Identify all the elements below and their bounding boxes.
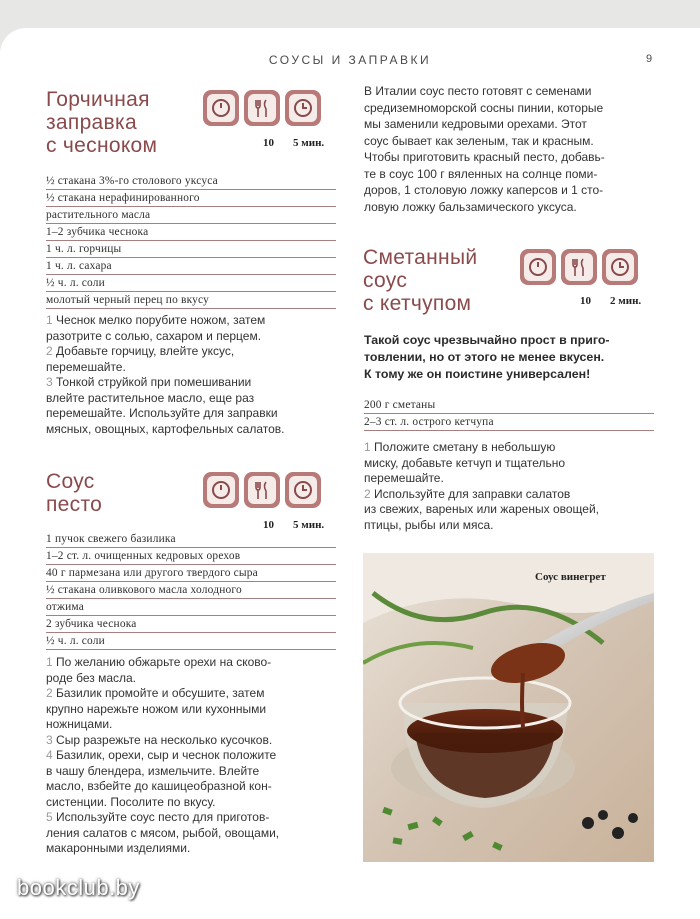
ingredient-item: растительного масла — [46, 207, 336, 224]
step-text: перемешайте. — [364, 471, 444, 485]
step-number: 4 — [46, 748, 53, 762]
cook-time: 5 мин. — [293, 519, 325, 531]
sauce-photo-illustration — [363, 553, 654, 862]
ingredient-item: 200 г сметаны — [364, 397, 654, 414]
step — [46, 375, 341, 437]
ingredient-item: ½ ч. л. соли — [46, 275, 336, 292]
ingredient-item: 1–2 зубчика чеснока — [46, 224, 336, 241]
step-number: 3 — [46, 732, 53, 747]
step — [364, 440, 664, 487]
step-text: разотрите с солью, сахаром и перцем. — [46, 328, 262, 343]
scale-icon — [203, 90, 239, 126]
sauce-photo — [363, 553, 654, 862]
step-text: перемешайте. — [46, 359, 126, 374]
step-text: Чеснок мелко порубите ножом, затем — [56, 313, 266, 327]
ingredient-item: ½ стакана оливкового масла холодного — [46, 582, 336, 599]
servings: 10 — [263, 137, 274, 149]
recipe-icons — [520, 249, 638, 285]
intro-line: товлении, но от этого не менее вкусен. — [364, 350, 605, 364]
ingredient-item: ½ ч. л. соли — [46, 633, 336, 650]
step-number: 1 — [364, 440, 371, 454]
step-text: Используйте для заправки салатов — [374, 486, 571, 501]
recipe-title-mustard — [46, 88, 157, 157]
step-text: макаронными изделиями. — [46, 841, 191, 855]
steps-list — [364, 440, 664, 533]
note-line: доров, 1 столовую ложку каперсов и 1 сто- — [364, 183, 604, 197]
note-line: мы заменили кедровыми орехами. Этот — [364, 117, 587, 131]
ingredient-item: 40 г пармезана или другого твердого сыра — [46, 565, 336, 582]
step-text: из свежих, вареных или жареных овощей, — [364, 502, 599, 516]
steps-list — [46, 313, 341, 437]
recipe-icons — [203, 90, 321, 126]
step — [364, 487, 664, 534]
step-text: Базилик, орехи, сыр и чеснок положите — [56, 748, 277, 762]
recipe-icons — [203, 472, 321, 508]
section-title: СОУСЫ И ЗАПРАВКИ — [268, 53, 432, 67]
step-number: 2 — [46, 686, 53, 700]
note-line: средиземноморской сосны пинии, которые — [364, 100, 604, 115]
step-text: роде без масла. — [46, 670, 137, 685]
step-number: 2 — [364, 486, 371, 501]
clock-icon — [285, 90, 321, 126]
ingredient-item: ½ стакана нерафинированного — [46, 190, 336, 207]
ingredient-list — [46, 173, 336, 309]
step — [46, 810, 346, 857]
ingredient-item: 2–3 ст. л. острого кетчупа — [364, 414, 654, 431]
step-text: влейте растительное масло, еще раз — [46, 390, 255, 405]
step-text: крупно нарежьте ножом или кухонными — [46, 701, 267, 716]
ingredient-list — [364, 397, 654, 431]
watermark: bookclub.by — [17, 875, 140, 900]
step — [46, 344, 341, 375]
ingredient-item: 1 пучок свежего базилика — [46, 531, 336, 548]
steps-list — [46, 655, 346, 857]
step — [46, 733, 346, 749]
step-text: Базилик промойте и обсушите, затем — [56, 686, 265, 700]
step-text: мясных, овощных, картофельных салатов. — [46, 421, 285, 436]
ingredient-item: ½ стакана 3%-го столового уксуса — [46, 173, 336, 190]
note-line: Чтобы приготовить красный песто, добавь- — [364, 150, 605, 164]
step-text: ножницами. — [46, 717, 113, 731]
ingredient-list — [46, 531, 336, 650]
step-number: 2 — [46, 344, 53, 358]
step — [46, 313, 341, 344]
recipe-title-line: Соус — [46, 470, 95, 493]
recipe-title-line: с чесноком — [46, 134, 158, 157]
scale-icon — [520, 249, 556, 285]
step-text: в чашу блендера, измельчите. Влейте — [46, 763, 260, 778]
step-number: 5 — [46, 810, 53, 824]
step — [46, 748, 346, 810]
step-text: Добавьте горчицу, влейте уксус, — [56, 344, 235, 358]
servings: 10 — [263, 519, 274, 531]
recipe-title-pesto — [46, 470, 102, 516]
intro-line: К тому же он поистине универсален! — [364, 367, 591, 381]
step-number: 1 — [46, 655, 53, 669]
recipe-title-line: Горчичная — [46, 88, 150, 111]
recipe-title-sour-cream — [363, 246, 477, 315]
step-number: 1 — [46, 313, 53, 327]
step-text: систенции. Посолите по вкусу. — [46, 794, 216, 809]
step-text: Используйте соус песто для приготов- — [56, 810, 270, 824]
step-text: Положите сметану в небольшую — [374, 440, 556, 454]
ingredient-item: 2 зубчика чеснока — [46, 616, 336, 633]
clock-icon — [285, 472, 321, 508]
recipe-title-line: с кетчупом — [363, 292, 472, 315]
fork-knife-icon — [244, 90, 280, 126]
ingredient-item: 1 ч. л. горчицы — [46, 241, 336, 258]
ingredient-item: 1–2 ст. л. очищенных кедровых орехов — [46, 548, 336, 565]
step-text: Сыр разрежьте на несколько кусочков. — [56, 732, 273, 747]
recipe-intro — [364, 332, 664, 383]
ingredient-item: 1 ч. л. сахара — [46, 258, 336, 275]
recipe-title-line: соус — [363, 269, 408, 292]
step-text: миску, добавьте кетчуп и тщательно — [364, 455, 566, 470]
step — [46, 686, 346, 733]
cook-time: 5 мин. — [293, 137, 325, 149]
note-line: В Италии соус песто готовят с семенами — [364, 84, 592, 98]
recipe-title-line: Сметанный — [363, 246, 478, 269]
scale-icon — [203, 472, 239, 508]
step-text: птицы, рыбы или мяса. — [364, 517, 494, 532]
fork-knife-icon — [244, 472, 280, 508]
step-text: Тонкой струйкой при помешивании — [56, 375, 252, 389]
ingredient-item: молотый черный перец по вкусу — [46, 292, 336, 309]
step-number: 3 — [46, 375, 53, 389]
note-line: те в соус 100 г вяленных на солнце поми- — [364, 166, 598, 181]
note-line: ловую ложку бальзамического уксуса. — [364, 199, 577, 214]
pesto-note — [364, 83, 664, 215]
page-number: 9 — [646, 53, 653, 65]
ingredient-item: отжима — [46, 599, 336, 616]
clock-icon — [602, 249, 638, 285]
cook-time: 2 мин. — [610, 295, 642, 307]
fork-knife-icon — [561, 249, 597, 285]
intro-line: Такой соус чрезвычайно прост в приго- — [364, 333, 610, 347]
photo-caption: Соус винегрет — [535, 571, 606, 583]
note-line: соус бывает как зеленым, так и красным. — [364, 133, 594, 148]
step-text: ления салатов с мясом, рыбой, овощами, — [46, 825, 280, 840]
step — [46, 655, 346, 686]
step-text: масло, взбейте до кашицеобразной кон- — [46, 779, 272, 793]
step-text: перемешайте. Используйте для заправки — [46, 406, 278, 420]
step-text: По желанию обжарьте орехи на сково- — [56, 655, 272, 669]
recipe-title-line: песто — [46, 493, 103, 516]
servings: 10 — [580, 295, 591, 307]
recipe-title-line: заправка — [46, 111, 137, 134]
